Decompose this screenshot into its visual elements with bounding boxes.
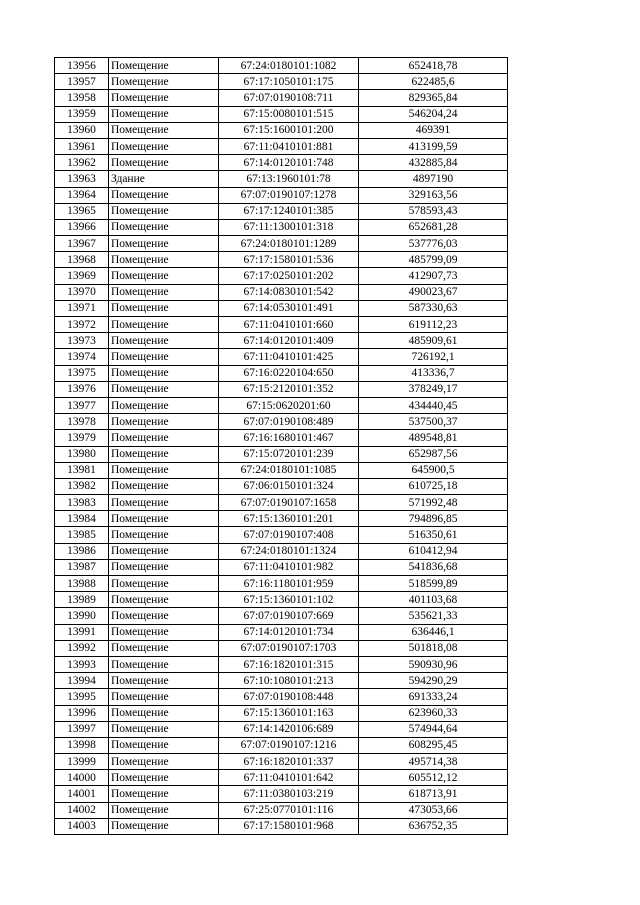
cadastral-number-cell: 67:24:0180101:1082 xyxy=(219,58,359,74)
cadastral-number-cell: 67:11:1300101:318 xyxy=(219,219,359,235)
cadastral-value-cell: 485909,61 xyxy=(359,333,508,349)
object-type-cell: Помещение xyxy=(109,462,219,478)
row-number-cell: 13960 xyxy=(55,122,109,138)
table-row xyxy=(55,754,508,770)
object-type-cell: Помещение xyxy=(109,252,219,268)
object-type-cell: Помещение xyxy=(109,527,219,543)
table-row xyxy=(55,462,508,478)
cadastral-value-cell: 501818,08 xyxy=(359,640,508,656)
cadastral-value-cell: 485799,09 xyxy=(359,252,508,268)
object-type-cell: Помещение xyxy=(109,721,219,737)
table-row xyxy=(55,446,508,462)
cadastral-value-cell: 571992,48 xyxy=(359,495,508,511)
table-row xyxy=(55,430,508,446)
row-number-cell: 13978 xyxy=(55,414,109,430)
table-row xyxy=(55,155,508,171)
row-number-cell: 14000 xyxy=(55,770,109,786)
cadastral-value-cell: 794896,85 xyxy=(359,511,508,527)
cadastral-value-cell: 535621,33 xyxy=(359,608,508,624)
table-row xyxy=(55,171,508,187)
row-number-cell: 13971 xyxy=(55,300,109,316)
cadastral-number-cell: 67:24:0180101:1289 xyxy=(219,236,359,252)
object-type-cell: Помещение xyxy=(109,90,219,106)
cadastral-number-cell: 67:11:0380103:219 xyxy=(219,786,359,802)
object-type-cell: Помещение xyxy=(109,365,219,381)
cadastral-number-cell: 67:07:0190107:1703 xyxy=(219,640,359,656)
table-row xyxy=(55,705,508,721)
cadastral-value-cell: 434440,45 xyxy=(359,397,508,413)
cadastral-number-cell: 67:17:1580101:968 xyxy=(219,818,359,834)
cadastral-number-cell: 67:07:0190108:448 xyxy=(219,689,359,705)
table-row xyxy=(55,397,508,413)
table-row xyxy=(55,689,508,705)
row-number-cell: 13977 xyxy=(55,397,109,413)
cadastral-value-cell: 541836,68 xyxy=(359,559,508,575)
object-type-cell: Помещение xyxy=(109,317,219,333)
row-number-cell: 13970 xyxy=(55,284,109,300)
cadastral-number-cell: 67:07:0190107:1658 xyxy=(219,495,359,511)
table-row xyxy=(55,138,508,154)
table-row xyxy=(55,640,508,656)
cadastral-value-cell: 618713,91 xyxy=(359,786,508,802)
object-type-cell: Помещение xyxy=(109,300,219,316)
row-number-cell: 14003 xyxy=(55,818,109,834)
row-number-cell: 13985 xyxy=(55,527,109,543)
cadastral-value-cell: 537776,03 xyxy=(359,236,508,252)
row-number-cell: 13957 xyxy=(55,74,109,90)
table-row xyxy=(55,365,508,381)
cadastral-number-cell: 67:07:0190107:408 xyxy=(219,527,359,543)
row-number-cell: 14001 xyxy=(55,786,109,802)
cadastral-number-cell: 67:14:0120101:409 xyxy=(219,333,359,349)
cadastral-value-cell: 574944,64 xyxy=(359,721,508,737)
cadastral-number-cell: 67:11:0410101:425 xyxy=(219,349,359,365)
row-number-cell: 13983 xyxy=(55,495,109,511)
cadastral-value-cell: 413199,59 xyxy=(359,138,508,154)
cadastral-number-cell: 67:07:0190108:489 xyxy=(219,414,359,430)
table-row xyxy=(55,122,508,138)
cadastral-number-cell: 67:17:1580101:536 xyxy=(219,252,359,268)
object-type-cell: Помещение xyxy=(109,349,219,365)
cadastral-value-cell: 610412,94 xyxy=(359,543,508,559)
table-row xyxy=(55,608,508,624)
cadastral-value-cell: 401103,68 xyxy=(359,592,508,608)
object-type-cell: Помещение xyxy=(109,511,219,527)
table-row xyxy=(55,300,508,316)
cadastral-value-cell: 473053,66 xyxy=(359,802,508,818)
table-row xyxy=(55,203,508,219)
cadastral-number-cell: 67:15:1360101:102 xyxy=(219,592,359,608)
object-type-cell: Помещение xyxy=(109,430,219,446)
cadastral-value-cell: 489548,81 xyxy=(359,430,508,446)
row-number-cell: 13959 xyxy=(55,106,109,122)
cadastral-value-cell: 495714,38 xyxy=(359,754,508,770)
row-number-cell: 13962 xyxy=(55,155,109,171)
object-type-cell: Помещение xyxy=(109,74,219,90)
object-type-cell: Помещение xyxy=(109,236,219,252)
object-type-cell: Помещение xyxy=(109,689,219,705)
cadastral-number-cell: 67:11:0410101:881 xyxy=(219,138,359,154)
row-number-cell: 13980 xyxy=(55,446,109,462)
table-row xyxy=(55,349,508,365)
row-number-cell: 13997 xyxy=(55,721,109,737)
cadastral-number-cell: 67:07:0190107:1278 xyxy=(219,187,359,203)
table-row xyxy=(55,786,508,802)
cadastral-number-cell: 67:17:1240101:385 xyxy=(219,203,359,219)
cadastral-number-cell: 67:14:0830101:542 xyxy=(219,284,359,300)
cadastral-value-cell: 691333,24 xyxy=(359,689,508,705)
cadastral-number-cell: 67:11:0410101:642 xyxy=(219,770,359,786)
row-number-cell: 13963 xyxy=(55,171,109,187)
cadastral-value-cell: 726192,1 xyxy=(359,349,508,365)
row-number-cell: 13992 xyxy=(55,640,109,656)
row-number-cell: 13996 xyxy=(55,705,109,721)
cadastral-value-cell: 378249,17 xyxy=(359,381,508,397)
object-type-cell: Здание xyxy=(109,171,219,187)
cadastral-number-cell: 67:16:0220104:650 xyxy=(219,365,359,381)
table-row xyxy=(55,624,508,640)
object-type-cell: Помещение xyxy=(109,446,219,462)
cadastral-number-cell: 67:07:0190107:1216 xyxy=(219,737,359,753)
cadastral-value-cell: 537500,37 xyxy=(359,414,508,430)
cadastral-number-cell: 67:17:0250101:202 xyxy=(219,268,359,284)
table-row xyxy=(55,252,508,268)
row-number-cell: 13987 xyxy=(55,559,109,575)
row-number-cell: 13961 xyxy=(55,138,109,154)
table-row xyxy=(55,333,508,349)
row-number-cell: 13972 xyxy=(55,317,109,333)
cadastral-value-cell: 623960,33 xyxy=(359,705,508,721)
cadastral-number-cell: 67:15:0720101:239 xyxy=(219,446,359,462)
object-type-cell: Помещение xyxy=(109,770,219,786)
table-row xyxy=(55,576,508,592)
cadastral-value-cell: 516350,61 xyxy=(359,527,508,543)
table-row xyxy=(55,511,508,527)
table-row xyxy=(55,673,508,689)
cadastral-value-cell: 610725,18 xyxy=(359,478,508,494)
row-number-cell: 13964 xyxy=(55,187,109,203)
cadastral-value-cell: 412907,73 xyxy=(359,268,508,284)
table-row xyxy=(55,219,508,235)
object-type-cell: Помещение xyxy=(109,559,219,575)
cadastral-number-cell: 67:15:1360101:163 xyxy=(219,705,359,721)
cadastral-number-cell: 67:16:1180101:959 xyxy=(219,576,359,592)
cadastral-number-cell: 67:25:0770101:116 xyxy=(219,802,359,818)
row-number-cell: 13956 xyxy=(55,58,109,74)
object-type-cell: Помещение xyxy=(109,705,219,721)
cadastral-number-cell: 67:10:1080101:213 xyxy=(219,673,359,689)
cadastral-number-cell: 67:06:0150101:324 xyxy=(219,478,359,494)
cadastral-value-cell: 587330,63 xyxy=(359,300,508,316)
row-number-cell: 13999 xyxy=(55,754,109,770)
cadastral-value-cell: 329163,56 xyxy=(359,187,508,203)
row-number-cell: 13969 xyxy=(55,268,109,284)
table-row xyxy=(55,559,508,575)
object-type-cell: Помещение xyxy=(109,673,219,689)
row-number-cell: 13986 xyxy=(55,543,109,559)
cadastral-value-cell: 605512,12 xyxy=(359,770,508,786)
row-number-cell: 13984 xyxy=(55,511,109,527)
object-type-cell: Помещение xyxy=(109,203,219,219)
cadastral-number-cell: 67:13:1960101:78 xyxy=(219,171,359,187)
object-type-cell: Помещение xyxy=(109,414,219,430)
object-type-cell: Помещение xyxy=(109,106,219,122)
table-row xyxy=(55,592,508,608)
table-row xyxy=(55,802,508,818)
cadastral-number-cell: 67:14:0120101:748 xyxy=(219,155,359,171)
object-type-cell: Помещение xyxy=(109,122,219,138)
object-type-cell: Помещение xyxy=(109,284,219,300)
table-row xyxy=(55,106,508,122)
object-type-cell: Помещение xyxy=(109,478,219,494)
cadastral-number-cell: 67:16:1820101:337 xyxy=(219,754,359,770)
cadastral-number-cell: 67:11:0410101:660 xyxy=(219,317,359,333)
object-type-cell: Помещение xyxy=(109,543,219,559)
object-type-cell: Помещение xyxy=(109,138,219,154)
row-number-cell: 13958 xyxy=(55,90,109,106)
object-type-cell: Помещение xyxy=(109,656,219,672)
cadastral-value-cell: 619112,23 xyxy=(359,317,508,333)
cadastral-value-cell: 608295,45 xyxy=(359,737,508,753)
cadastral-value-cell: 413336,7 xyxy=(359,365,508,381)
cadastral-value-cell: 636752,35 xyxy=(359,818,508,834)
row-number-cell: 13988 xyxy=(55,576,109,592)
row-number-cell: 13990 xyxy=(55,608,109,624)
cadastral-value-cell: 469391 xyxy=(359,122,508,138)
cadastral-value-cell: 546204,24 xyxy=(359,106,508,122)
row-number-cell: 13982 xyxy=(55,478,109,494)
object-type-cell: Помещение xyxy=(109,818,219,834)
object-type-cell: Помещение xyxy=(109,737,219,753)
row-number-cell: 13976 xyxy=(55,381,109,397)
cadastral-number-cell: 67:15:1600101:200 xyxy=(219,122,359,138)
table-row xyxy=(55,721,508,737)
cadastral-value-cell: 4897190 xyxy=(359,171,508,187)
table-row xyxy=(55,268,508,284)
object-type-cell: Помещение xyxy=(109,786,219,802)
object-type-cell: Помещение xyxy=(109,608,219,624)
cadastral-number-cell: 67:07:0190107:669 xyxy=(219,608,359,624)
object-type-cell: Помещение xyxy=(109,219,219,235)
object-type-cell: Помещение xyxy=(109,155,219,171)
cadastral-number-cell: 67:15:1360101:201 xyxy=(219,511,359,527)
cadastral-value-cell: 594290,29 xyxy=(359,673,508,689)
object-type-cell: Помещение xyxy=(109,592,219,608)
cadastral-number-cell: 67:15:2120101:352 xyxy=(219,381,359,397)
table-row xyxy=(55,527,508,543)
cadastral-number-cell: 67:24:0180101:1085 xyxy=(219,462,359,478)
table-row xyxy=(55,770,508,786)
row-number-cell: 13994 xyxy=(55,673,109,689)
table-row xyxy=(55,478,508,494)
object-type-cell: Помещение xyxy=(109,754,219,770)
cadastral-value-cell: 829365,84 xyxy=(359,90,508,106)
table-row xyxy=(55,187,508,203)
cadastral-number-cell: 67:16:1680101:467 xyxy=(219,430,359,446)
cadastral-number-cell: 67:14:1420106:689 xyxy=(219,721,359,737)
cadastral-value-cell: 578593,43 xyxy=(359,203,508,219)
table-row xyxy=(55,381,508,397)
row-number-cell: 13965 xyxy=(55,203,109,219)
table-row xyxy=(55,656,508,672)
row-number-cell: 14002 xyxy=(55,802,109,818)
cadastral-value-cell: 518599,89 xyxy=(359,576,508,592)
object-type-cell: Помещение xyxy=(109,624,219,640)
cadastral-value-cell: 652418,78 xyxy=(359,58,508,74)
object-type-cell: Помещение xyxy=(109,333,219,349)
table-row xyxy=(55,58,508,74)
row-number-cell: 13995 xyxy=(55,689,109,705)
row-number-cell: 13973 xyxy=(55,333,109,349)
row-number-cell: 13993 xyxy=(55,656,109,672)
row-number-cell: 13998 xyxy=(55,737,109,753)
table-row xyxy=(55,284,508,300)
object-type-cell: Помещение xyxy=(109,576,219,592)
table-row xyxy=(55,818,508,834)
object-type-cell: Помещение xyxy=(109,187,219,203)
cadastral-number-cell: 67:17:1050101:175 xyxy=(219,74,359,90)
object-type-cell: Помещение xyxy=(109,802,219,818)
table-row xyxy=(55,74,508,90)
row-number-cell: 13966 xyxy=(55,219,109,235)
object-type-cell: Помещение xyxy=(109,495,219,511)
cadastral-number-cell: 67:14:0530101:491 xyxy=(219,300,359,316)
row-number-cell: 13974 xyxy=(55,349,109,365)
table-row xyxy=(55,737,508,753)
cadastral-number-cell: 67:15:0080101:515 xyxy=(219,106,359,122)
cadastral-value-table xyxy=(54,57,508,835)
cadastral-value-cell: 636446,1 xyxy=(359,624,508,640)
object-type-cell: Помещение xyxy=(109,58,219,74)
cadastral-value-cell: 652987,56 xyxy=(359,446,508,462)
cadastral-value-cell: 432885,84 xyxy=(359,155,508,171)
cadastral-number-cell: 67:15:0620201:60 xyxy=(219,397,359,413)
table-row xyxy=(55,414,508,430)
table-body xyxy=(55,58,508,835)
cadastral-number-cell: 67:24:0180101:1324 xyxy=(219,543,359,559)
cadastral-number-cell: 67:14:0120101:734 xyxy=(219,624,359,640)
row-number-cell: 13981 xyxy=(55,462,109,478)
row-number-cell: 13975 xyxy=(55,365,109,381)
row-number-cell: 13991 xyxy=(55,624,109,640)
row-number-cell: 13967 xyxy=(55,236,109,252)
table-row xyxy=(55,495,508,511)
table-row xyxy=(55,236,508,252)
table-row xyxy=(55,317,508,333)
row-number-cell: 13968 xyxy=(55,252,109,268)
row-number-cell: 13989 xyxy=(55,592,109,608)
object-type-cell: Помещение xyxy=(109,397,219,413)
cadastral-value-cell: 590930,96 xyxy=(359,656,508,672)
table-row xyxy=(55,90,508,106)
cadastral-value-cell: 645900,5 xyxy=(359,462,508,478)
cadastral-value-cell: 622485,6 xyxy=(359,74,508,90)
object-type-cell: Помещение xyxy=(109,268,219,284)
cadastral-value-cell: 490023,67 xyxy=(359,284,508,300)
cadastral-number-cell: 67:07:0190108:711 xyxy=(219,90,359,106)
cadastral-number-cell: 67:16:1820101:315 xyxy=(219,656,359,672)
object-type-cell: Помещение xyxy=(109,381,219,397)
cadastral-value-cell: 652681,28 xyxy=(359,219,508,235)
cadastral-number-cell: 67:11:0410101:982 xyxy=(219,559,359,575)
object-type-cell: Помещение xyxy=(109,640,219,656)
table-row xyxy=(55,543,508,559)
row-number-cell: 13979 xyxy=(55,430,109,446)
